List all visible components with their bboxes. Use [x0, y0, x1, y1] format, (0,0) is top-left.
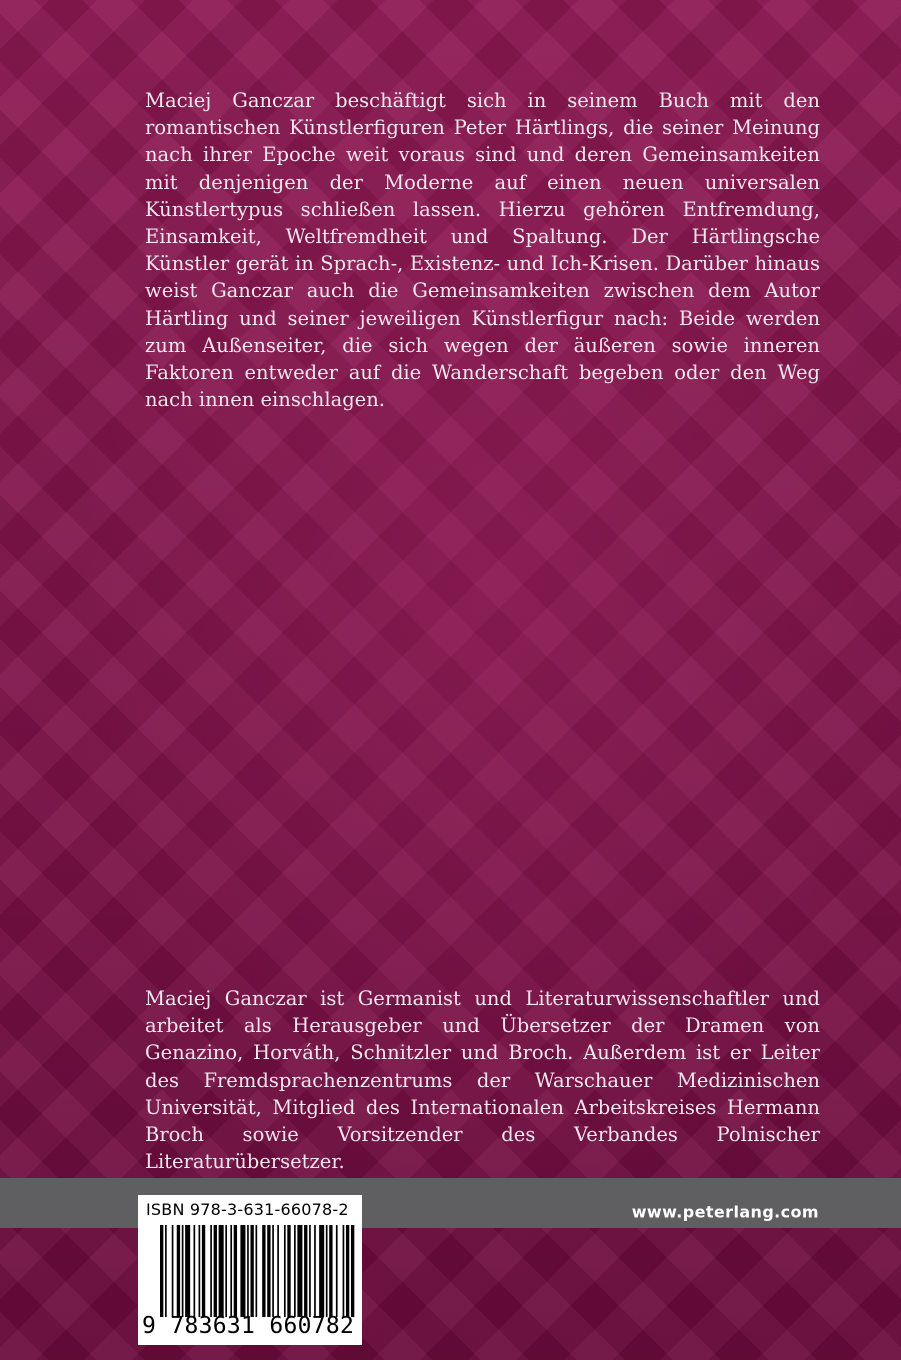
- book-blurb: Maciej Ganczar beschäftigt sich in seinem Buch mit den romantischen Künstlerfiguren Peter Härtlings, die seiner Meinung nach ihrer Epoche weit voraus sind und deren Gemeinsamkeiten mit denjenigen der Moderne auf einen neuen universalen Künstlertypus schließen lassen. Hierzu gehören Entfremdung, Einsamkeit, Weltfremdheit und Spaltung. Der Härtlingsche Künstler gerät in Sprach-, Existenz- und Ich-Krisen. Darüber hinaus weist Ganczar auch die Gemeinsamkeiten zwischen dem Autor Härtling und seiner jeweiligen Künstlerfigur nach: Beide werden zum Außenseiter, die sich wegen der äußeren sowie inneren Faktoren entweder auf die Wanderschaft begeben oder den Weg nach innen einschlagen.: [145, 89, 820, 412]
- author-bio: Maciej Ganczar ist Germanist und Literaturwissenschaftler und arbeitet als Herausgeber und Übersetzer der Dramen von Genazino, Horváth, Schnitzler und Broch. Außerdem ist er Leiter des Fremdsprachenzentrums der Warschauer Medizinischen Universität, Mitglied des Internationalen Arbeitskreises Hermann Broch sowie Vorsitzender des Verbandes Polnischer Literaturübersetzer.: [145, 987, 820, 1174]
- publisher-website[interactable]: www.peterlang.com: [631, 1202, 819, 1222]
- ean-digits: 9 783631 660782: [142, 1313, 355, 1339]
- barcode-icon: [160, 1225, 356, 1317]
- barcode-panel: [138, 1195, 362, 1345]
- isbn-label: ISBN 978-3-631-66078-2: [146, 1200, 349, 1219]
